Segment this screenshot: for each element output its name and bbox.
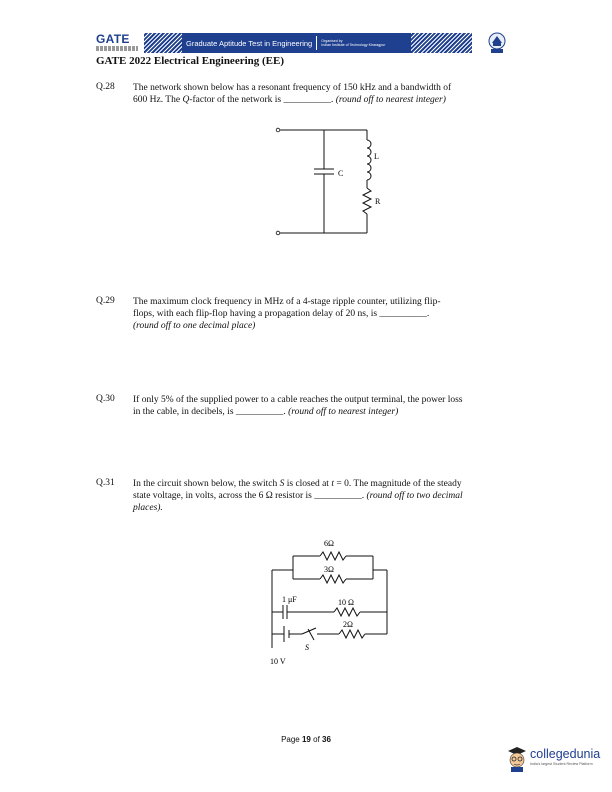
q28-line1: The network shown below has a resonant frequency of 150 kHz and a bandwidth of: [133, 83, 452, 93]
q31-note-a: (round off to two decimal: [366, 491, 463, 501]
q31-line2: state voltage, in volts, across the 6 Ω resistor is __________.: [133, 491, 365, 501]
q31-switch-symbol: S: [279, 479, 285, 489]
q30-line2: in the cable, in decibels, is __________.: [133, 407, 286, 417]
q28-label-l: L: [374, 152, 379, 161]
q29-text: [133, 296, 523, 332]
q29-note: (round off to one decimal place): [133, 321, 256, 331]
q28-terminal-bottom: [276, 231, 280, 235]
q29-line2: flops, with each flip-flop having a propagation delay of 20 ns, is __________.: [133, 309, 430, 319]
q31-line1b: is closed at: [284, 479, 332, 489]
q30-number: Q.30: [96, 394, 115, 404]
q29-number: Q.29: [96, 296, 115, 306]
header-stripes-left: [144, 33, 182, 53]
q28-rlc-circuit: [270, 122, 400, 240]
q31-label-6ohm: 6Ω: [324, 539, 334, 548]
q31-t-symbol: t: [331, 479, 334, 489]
q28-line2: 600 Hz. The: [133, 95, 183, 105]
q31-label-source: 10 V: [270, 657, 286, 666]
page-of: of: [313, 735, 320, 744]
q31-text: [133, 478, 528, 514]
collegedunia-name: collegedunia: [530, 747, 601, 761]
organiser-line1: Organised by: [321, 38, 343, 43]
q31-label-cap: 1 μF: [282, 595, 297, 604]
collegedunia-tagline: India's largest Student Review Platform: [530, 762, 593, 766]
header-organiser: [317, 39, 411, 48]
gate-logo-text: GATE: [96, 32, 130, 46]
q31-number: Q.31: [96, 478, 115, 488]
q28-line2-rest: -factor of the network is __________.: [189, 95, 334, 105]
collegedunia-logo: [504, 745, 612, 775]
q31-circuit: [262, 532, 402, 674]
q30-note: (round off to nearest integer): [288, 407, 399, 417]
q28-label-r: R: [375, 197, 381, 206]
page-total: 36: [322, 735, 331, 744]
q31-line1c: = 0. The magnitude of the steady: [333, 479, 462, 489]
organiser-line2: Indian Institute of Technology Kharagpur: [321, 43, 386, 47]
gate-logo: [96, 32, 140, 52]
header-stripes-right: [411, 33, 472, 53]
q28-note: (round off to nearest integer): [335, 95, 446, 105]
header-banner: [144, 33, 472, 53]
gate-logo-underline: [96, 46, 138, 51]
q31-label-2ohm: 2Ω: [343, 620, 353, 629]
q28-terminal-top: [276, 128, 280, 132]
graduate-mascot-icon: [506, 745, 528, 773]
q30-text: [133, 394, 528, 418]
q31-line1a: In the circuit shown below, the switch: [133, 479, 280, 489]
q31-label-switch: S: [305, 643, 309, 652]
q28-text: [133, 82, 523, 106]
q31-label-3ohm: 3Ω: [324, 565, 334, 574]
q28-label-c: C: [338, 169, 344, 178]
paper-title: GATE 2022 Electrical Engineering (EE): [96, 55, 285, 67]
page-number: [0, 735, 612, 744]
q28-number: Q.28: [96, 82, 115, 92]
page-prefix: Page: [281, 735, 300, 744]
page-current: 19: [301, 735, 311, 744]
q28-q-symbol: Q: [182, 95, 190, 105]
header-title: Graduate Aptitude Test in Engineering: [186, 38, 313, 48]
q30-line1: If only 5% of the supplied power to a cable reaches the output terminal, the power loss: [133, 395, 463, 405]
iit-kgp-emblem-icon: [487, 32, 507, 54]
q31-label-10ohm: 10 Ω: [338, 598, 354, 607]
q31-note-b: places).: [133, 503, 163, 513]
q29-line1: The maximum clock frequency in MHz of a 4-stage ripple counter, utilizing flip-: [133, 297, 441, 307]
